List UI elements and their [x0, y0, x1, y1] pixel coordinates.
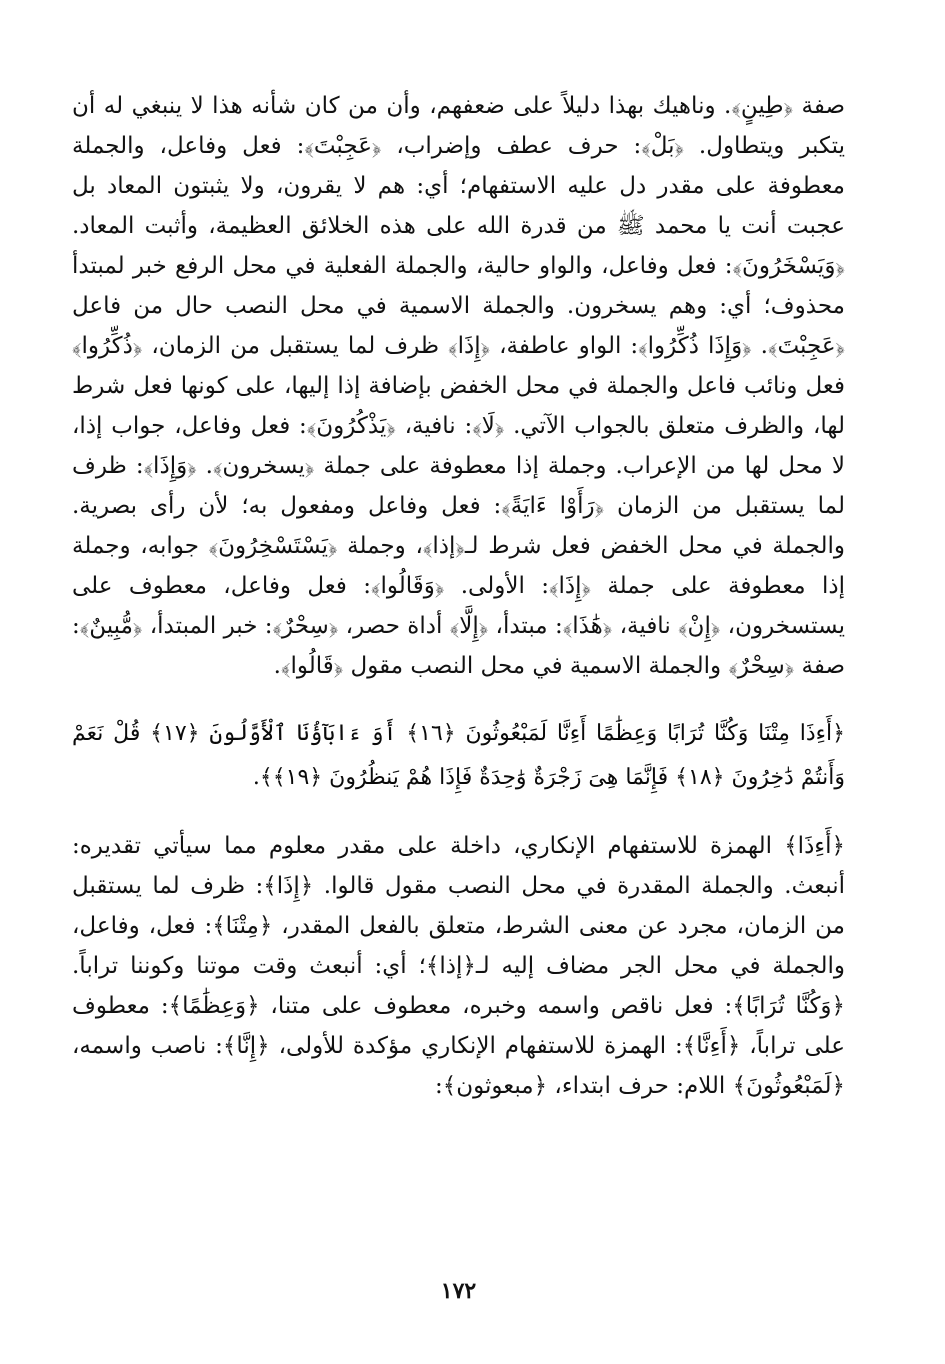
quran-verse-block: ﴿أَءِذَا مِتْنَا وَكُنَّا تُرَابًا وَعِظَٰمًا أَءِنَّا لَمَبْعُوثُونَ ﴿١٦﴾ أَوَ ءَابَآؤُنَا ٱلْأَوَّلُونَ ﴿١٧﴾ قُلْ نَعَمْ وَأَنتُمْ دَٰخِرُونَ ﴿١٨﴾ فَإِنَّمَا هِىَ زَجْرَةٌ وَٰحِدَةٌ فَإِذَا هُمْ يَنظُرُونَ ﴿١٩﴾﴾. [72, 721, 845, 790]
commentary-paragraph-1: صفة ﴿طِينٍ﴾. وناهيك بهذا دليلاً على ضعفهم، وأن من كان شأنه هذا لا ينبغي له أن يتكبر ويتطاول. ﴿بَلْ﴾: حرف عطف وإضراب، ﴿عَجِبْتَ﴾: فعل وفاعل، والجملة معطوفة على مقدر دل عليه الاستفهام؛ أي: هم لا يقرون، ولا يثبتون المعاد بل عجبت أنت يا محمد ﷺ من قدرة الله على هذه الخلائق العظيمة، وأثبت المعاد. ﴿وَيَسْخَرُونَ﴾: فعل وفاعل، والواو حالية، والجملة الفعلية في محل الرفع خبر لمبتدأ محذوف؛ أي: وهم يسخرون. والجملة الاسمية في محل النصب حال من فاعل ﴿عَجِبْتَ﴾. ﴿وَإِذَا ذُكِّرُوا﴾: الواو عاطفة، ﴿إِذَا﴾ ظرف لما يستقبل من الزمان، ﴿ذُكِّرُوا﴾ فعل ونائب فاعل والجملة في محل الخفض بإضافة إذا إليها، على كونها فعل شرط لها، والظرف متعلق بالجواب الآتي. ﴿لَا﴾: نافية، ﴿يَذْكُرُونَ﴾: فعل وفاعل، جواب إذا، لا محل لها من الإعراب. وجملة إذا معطوفة على جملة ﴿يسخرون﴾. ﴿وَإِذَا﴾: ظرف لما يستقبل من الزمان ﴿رَأَوْا ءَايَةً﴾: فعل وفاعل ومفعول به؛ لأن رأى بصرية. والجملة في محل الخفض فعل شرط لـ﴿إذا﴾، وجملة ﴿يَسْتَسْخِرُونَ﴾ جوابه، وجملة إذا معطوفة على جملة ﴿إِذَا﴾: الأولى. ﴿وَقَالُوا﴾: فعل وفاعل، معطوف على يستسخرون، ﴿إِنْ﴾ نافية، ﴿هَٰذَا﴾: مبتدأ، ﴿إِلَّا﴾ أداة حصر، ﴿سِحْرٌ﴾: خبر المبتدأ، ﴿مُّبِينٌ﴾: صفة ﴿سِحْرٌ﴾ والجملة الاسمية في محل النصب مقول ﴿قَالُوا﴾. [72, 93, 845, 679]
commentary-paragraph-2: ﴿أَءِذَا﴾ الهمزة للاستفهام الإنكاري، داخلة على مقدر معلوم مما سيأتي تقديره: أنبعث. والجملة المقدرة في محل النصب مقول قالوا. ﴿إِذَا﴾: ظرف لما يستقبل من الزمان، مجرد عن معنى الشرط، متعلق بالفعل المقدر، ﴿مِتْنَا﴾: فعل، وفاعل، والجملة في محل الجر مضاف إليه لـ﴿إذا﴾؛ أي: أنبعث وقت موتنا وكوننا تراباً. ﴿وَكُنَّا تُرَابًا﴾: فعل ناقص واسمه وخبره، معطوف على متنا، ﴿وَعِظَٰمًا﴾: معطوف على تراباً، ﴿أَءِنَّا﴾: الهمزة للاستفهام الإنكاري مؤكدة للأولى، ﴿إِنَّا﴾: ناصب واسمه، ﴿لَمَبْعُوثُونَ﴾ اللام: حرف ابتداء، ﴿مبعوثون﴾: [72, 833, 845, 1099]
page-number: ١٧٢ [440, 1278, 477, 1304]
book-page [72, 86, 845, 1304]
